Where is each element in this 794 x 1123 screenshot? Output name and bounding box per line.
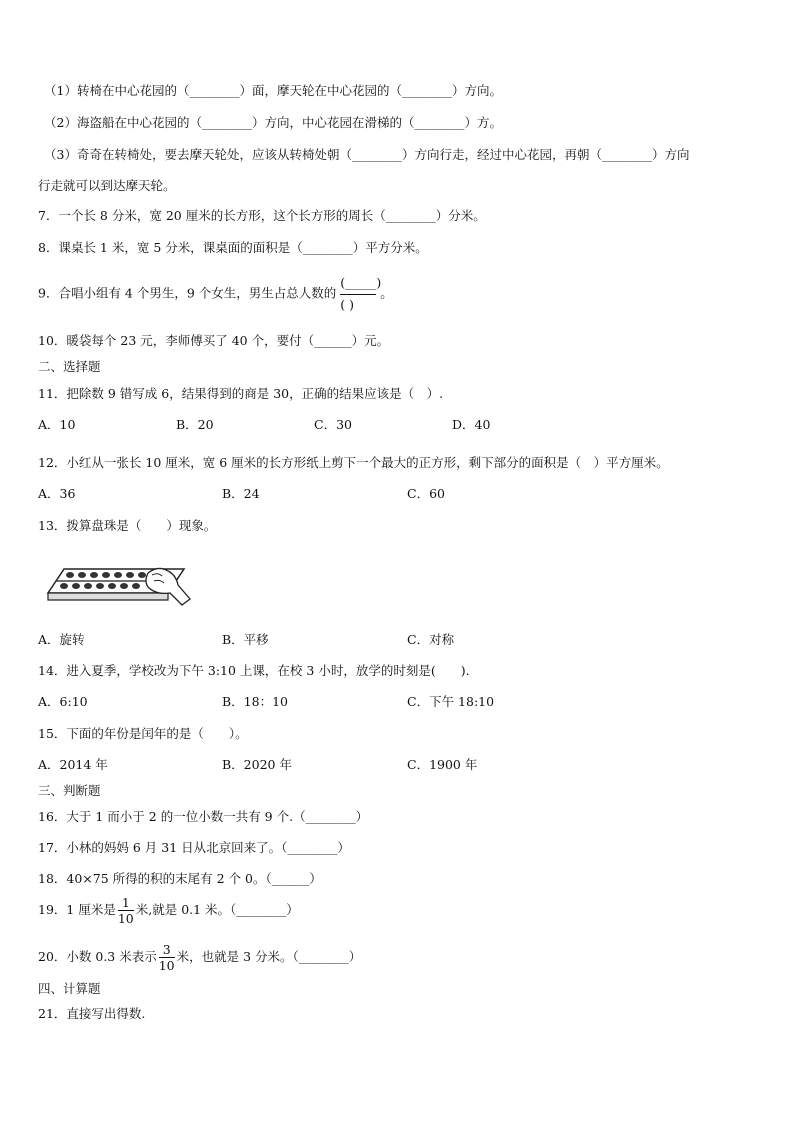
- question-15: 15．下面的年份是闰年的是（ ）。: [38, 726, 248, 741]
- q14-option-c: C．下午 18:10: [407, 694, 495, 709]
- q20-fraction: $\frac{3}{10}$: [158, 942, 175, 973]
- q6-part2: （2）海盗船在中心花园的（________）方向，中心花园在滑梯的（________）方。: [44, 115, 502, 130]
- q14-option-a: A．6:10: [38, 694, 88, 709]
- q6-part3-line2: 行走就可以到达摩天轮。: [38, 178, 176, 193]
- q15-option-c: C．1900 年: [407, 757, 478, 772]
- question-18: 18．40×75 所得的积的末尾有 2 个 0。（______）: [38, 871, 322, 886]
- section-calc-heading: 四、计算题: [38, 981, 101, 996]
- q19-fraction: $\frac{1}{10}$: [117, 895, 134, 926]
- question-12: 12．小红从一张长 10 厘米，宽 6 厘米的长方形纸上剪下一个最大的正方形，剩下部分的面积是（ ）平方厘米。: [38, 455, 669, 470]
- q9-text: 9．合唱小组有 4 个男生，9 个女生，男生占总人数的: [38, 285, 337, 301]
- question-16: 16．大于 1 而小于 2 的一位小数一共有 9 个.（________）: [38, 809, 369, 824]
- question-21: 21．直接写出得数.: [38, 1006, 146, 1021]
- section-judge-heading: 三、判断题: [38, 783, 101, 798]
- q13-option-c: C．对称: [407, 632, 455, 647]
- question-17: 17．小林的妈妈 6 月 31 日从北京回来了。（________）: [38, 840, 350, 855]
- question-19: 19．1 厘米是 $\frac{1}{10}$ 米,就是 0.1 米。（________）: [38, 895, 299, 926]
- q11-option-c: C．30: [314, 417, 352, 432]
- q15-option-a: A．2014 年: [38, 757, 108, 772]
- question-11: 11．把除数 9 错写成 6，结果得到的商是 30，正确的结果应该是（ ）.: [38, 386, 444, 401]
- abacus-hand-illustration: [44, 553, 192, 615]
- question-10: 10．暖袋每个 23 元，李师傅买了 40 个，要付（______）元。: [38, 333, 390, 348]
- q6-part1: （1）转椅在中心花园的（________）面，摩天轮在中心花园的（________）方向。: [44, 83, 502, 98]
- q15-option-b: B．2020 年: [222, 757, 292, 772]
- q13-option-b: B．平移: [222, 632, 269, 647]
- q9-blank-fraction: (_____) ( ): [340, 275, 382, 312]
- question-8: 8．课桌长 1 米，宽 5 分米，课桌面的面积是（________）平方分米。: [38, 240, 428, 255]
- question-13: 13．拨算盘珠是（ ）现象。: [38, 518, 217, 533]
- q6-part3-line1: （3）奇奇在转椅处，要去摩天轮处，应该从转椅处朝（________）方向行走，经过中心花园，再朝（________）方向: [44, 147, 690, 162]
- q12-option-a: A．36: [38, 486, 76, 501]
- question-20: 20．小数 0.3 米表示 $\frac{3}{10}$ 米，也就是 3 分米。（________）: [38, 942, 362, 973]
- q11-option-a: A．10: [38, 417, 76, 432]
- q11-option-b: B．20: [176, 417, 214, 432]
- question-14: 14．进入夏季，学校改为下午 3:10 上课，在校 3 小时，放学的时刻是( ).: [38, 663, 470, 678]
- q14-option-b: B．18：10: [222, 694, 288, 709]
- question-7: 7．一个长 8 分米，宽 20 厘米的长方形，这个长方形的周长（________）分米。: [38, 208, 486, 223]
- q12-option-c: C．60: [407, 486, 445, 501]
- q12-option-b: B．24: [222, 486, 260, 501]
- q11-option-d: D．40: [452, 417, 491, 432]
- q13-option-a: A．旋转: [38, 632, 85, 647]
- section-choice-heading: 二、选择题: [38, 359, 101, 374]
- question-9: 9．合唱小组有 4 个男生，9 个女生，男生占总人数的 (_____) ( ) 。: [38, 275, 393, 312]
